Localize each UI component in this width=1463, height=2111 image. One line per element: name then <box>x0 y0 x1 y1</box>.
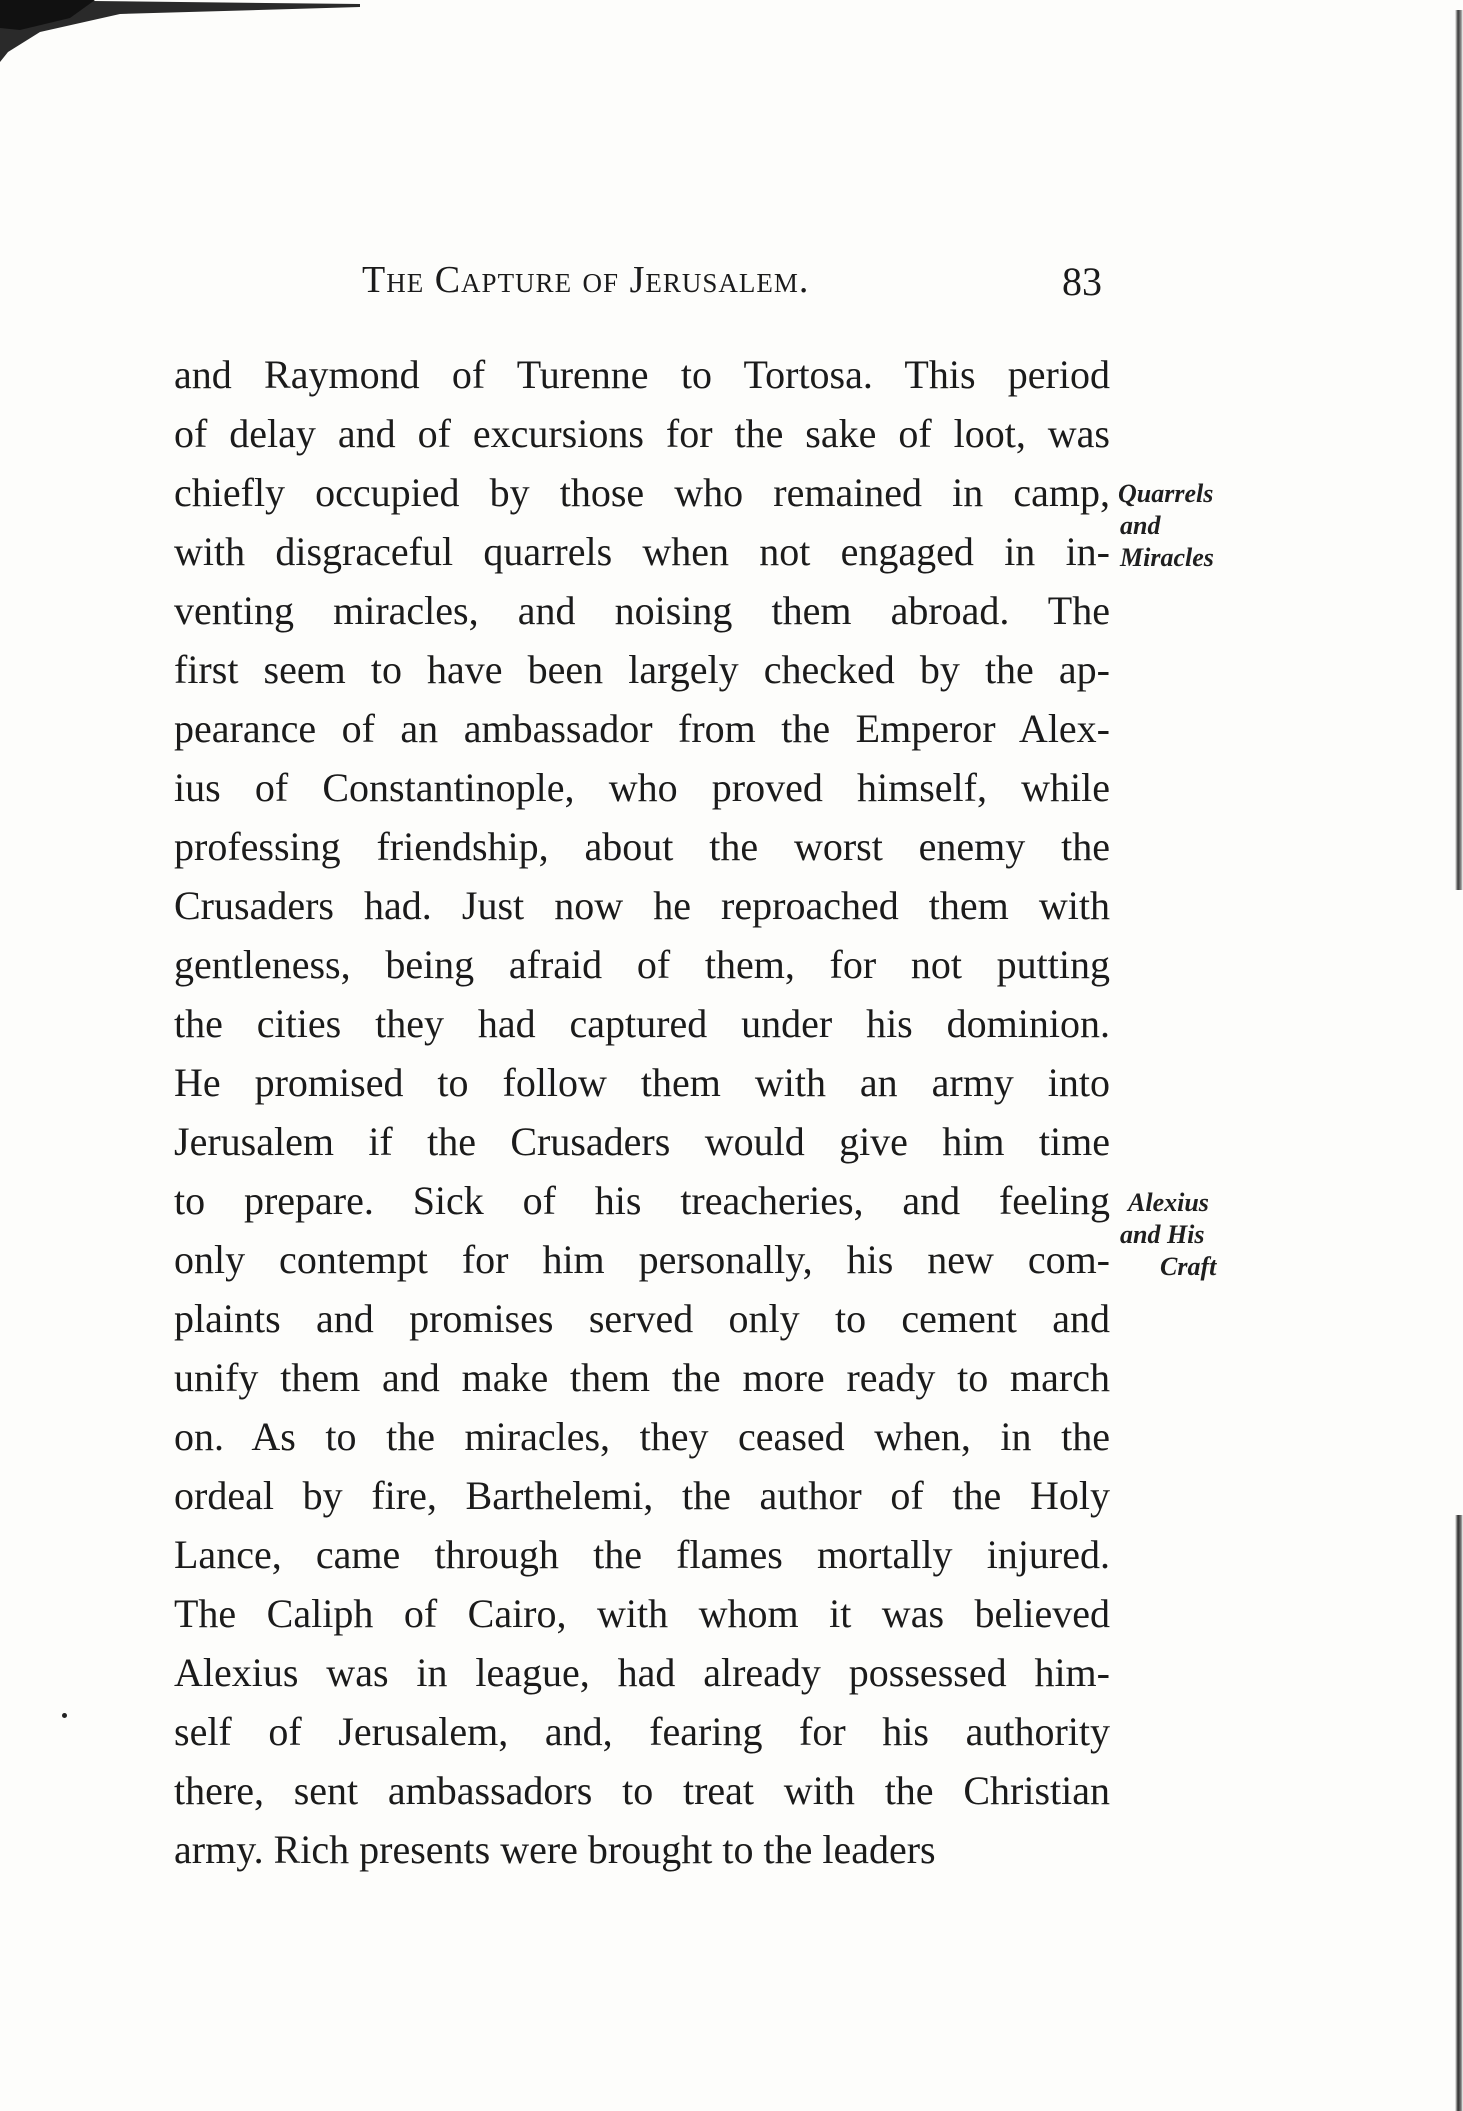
corner-scan-mark <box>0 0 360 70</box>
margin-note-quarrels <box>1118 478 1214 574</box>
text-line: Jerusalem if the Crusaders would give him time <box>174 1119 1110 1164</box>
text-line: there, sent ambassadors to treat with the Christian <box>174 1768 1110 1813</box>
text-line: unify them and make them the more ready to march <box>174 1355 1110 1400</box>
text-line: Alexius was in league, had already possessed him- <box>174 1650 1110 1695</box>
margin-note-alexius <box>1118 1187 1216 1283</box>
text-line: army. Rich presents were brought to the leaders <box>174 1827 936 1872</box>
text-line: with disgraceful quarrels when not engaged in in- <box>174 529 1110 574</box>
text-line: to prepare. Sick of his treacheries, and feeling <box>174 1178 1110 1223</box>
margin-note-line: Alexius <box>1128 1188 1209 1217</box>
text-line: ius of Constantinople, who proved himself, while <box>174 765 1110 810</box>
text-line: professing friendship, about the worst enemy the <box>174 824 1110 869</box>
text-line: Crusaders had. Just now he reproached them with <box>174 883 1110 928</box>
text-line: first seem to have been largely checked by the ap- <box>174 647 1110 692</box>
text-line: plaints and promises served only to cement and <box>174 1296 1110 1341</box>
text-line: ordeal by fire, Barthelemi, the author of the Holy <box>174 1473 1110 1518</box>
body-text <box>174 345 1110 1879</box>
text-line: of delay and of excursions for the sake of loot, was <box>174 411 1110 456</box>
page-number: 83 <box>1062 259 1102 304</box>
text-line: Lance, came through the flames mortally injured. <box>174 1532 1110 1577</box>
margin-note-line: Quarrels <box>1118 479 1214 508</box>
text-line: The Caliph of Cairo, with whom it was believed <box>174 1591 1110 1636</box>
text-line: pearance of an ambassador from the Emperor Alex- <box>174 706 1110 751</box>
page-edge-line <box>1455 10 1463 890</box>
page-edge-line <box>1455 1515 1463 2111</box>
margin-note-line: Craft <box>1160 1252 1217 1281</box>
margin-note-line: Miracles <box>1120 543 1214 572</box>
text-line: chiefly occupied by those who remained in camp, <box>174 470 1110 515</box>
text-line: only contempt for him personally, his new com- <box>174 1237 1110 1282</box>
text-line: and Raymond of Turenne to Tortosa. This period <box>174 352 1110 397</box>
margin-note-line: and His <box>1120 1220 1205 1249</box>
page-header <box>362 258 1102 314</box>
text-line: venting miracles, and noising them abroad. The <box>174 588 1110 633</box>
margin-note-line: and <box>1120 511 1161 540</box>
ink-speck <box>62 1713 67 1718</box>
text-line: on. As to the miracles, they ceased when, in the <box>174 1414 1110 1459</box>
running-title: The Capture of Jerusalem. <box>362 259 810 301</box>
text-line: the cities they had captured under his dominion. <box>174 1001 1110 1046</box>
text-line: self of Jerusalem, and, fearing for his authority <box>174 1709 1110 1754</box>
text-line: He promised to follow them with an army into <box>174 1060 1110 1105</box>
text-line: gentleness, being afraid of them, for not putting <box>174 942 1110 987</box>
